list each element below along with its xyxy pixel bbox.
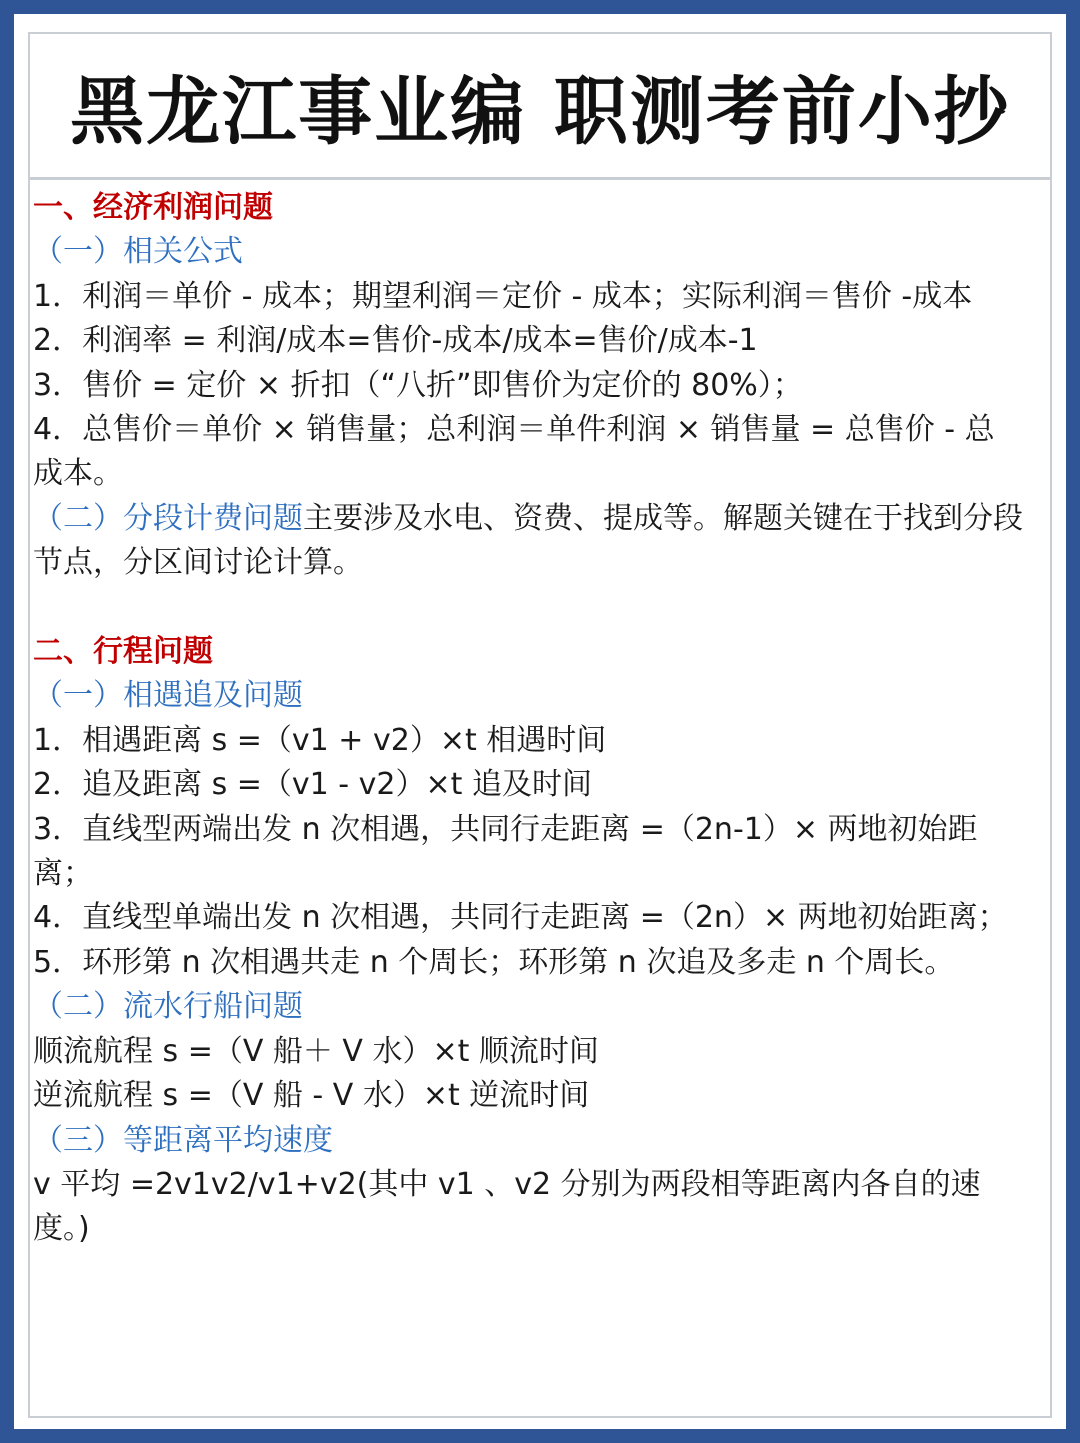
list-item: 3．直线型两端出发 n 次相遇，共同行走距离 =（2n-1）× 两地初始距离； [33,811,978,892]
section-heading-travel: 二、行程问题 [33,634,213,670]
segmented-billing-paragraph [33,497,1023,586]
list-item: 逆流航程 s =（V 船 - V 水）×t 逆流时间 [33,1078,590,1114]
notes-content [33,186,1023,1252]
title-box [30,34,1050,180]
subheading-meeting-chasing: （一）相遇追及问题 [33,678,303,714]
subheading-boat-stream: （二）流水行船问题 [33,989,303,1025]
page-title: 黑龙江事业编 职测考前小抄 [70,68,1010,155]
list-item: 2．追及距离 s =（v1 - v2）×t 追及时间 [33,767,592,803]
section-spacer [33,586,1023,630]
list-item: 1．相遇距离 s =（v1 + v2）×t 相遇时间 [33,722,607,758]
subheading-average-speed: （三）等距离平均速度 [33,1122,333,1158]
subheading-segmented-billing: （二）分段计费问题 [33,500,303,536]
subheading-formulas: （一）相关公式 [33,234,243,270]
list-item: 1．利润＝单价 - 成本；期望利润＝定价 - 成本；实际利润＝售价 -成本 [33,278,973,314]
list-item: 4．总售价＝单价 × 销售量；总利润＝单件利润 × 销售量 = 总售价 - 总成本。 [33,412,995,492]
list-item: 2．利润率 = 利润/成本=售价-成本/成本=售价/成本-1 [33,323,758,359]
average-speed-formula: v 平均 =2v1v2/v1+v2(其中 v1 、v2 分别为两段相等距离内各自的速度。) [33,1166,981,1247]
list-item: 5．环形第 n 次相遇共走 n 个周长；环形第 n 次追及多走 n 个周长。 [33,944,955,980]
segmented-billing-text: 主要涉及水电、资费、提成等。解题关键在于找到分段节点，分区间讨论计算。 [33,500,1023,581]
list-item: 顺流航程 s =（V 船＋ V 水）×t 顺流时间 [33,1033,599,1069]
list-item: 3．售价 = 定价 × 折扣（“八折”即售价为定价的 80%）； [33,367,803,403]
section-heading-profit: 一、经济利润问题 [33,190,273,225]
list-item: 4．直线型单端出发 n 次相遇，共同行走距离 =（2n）× 两地初始距离； [33,900,1008,936]
